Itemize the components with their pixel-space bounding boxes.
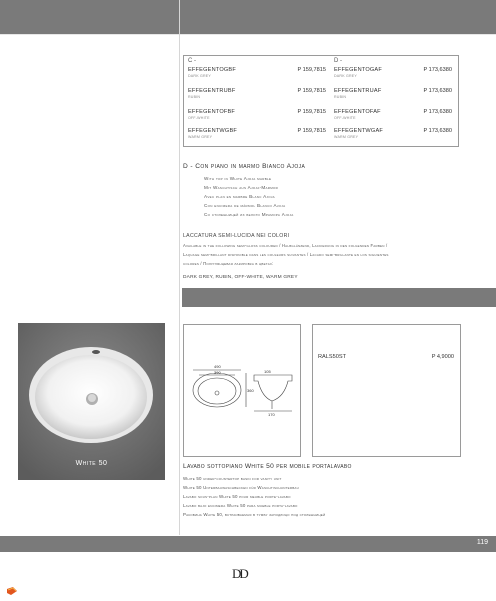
left-row-sub: RUBIN — [188, 95, 201, 99]
left-row-price: P 159,7815 — [297, 128, 326, 134]
dim-inner: 390 — [214, 370, 221, 375]
left-row-price: P 159,7815 — [297, 67, 326, 73]
product-line: White 50 under-countertop basin for vanity unit — [183, 476, 282, 481]
section-d-line: Со столешницей из белого Мрамора Ajoja — [204, 212, 294, 217]
header-divider — [0, 34, 496, 35]
right-row-code: EFFEGENTOFAF — [334, 109, 381, 115]
section-band — [182, 288, 496, 307]
product-price: P 4,9000 — [431, 354, 454, 360]
lacquer-title: LACCATURA SEMI-LUCIDA NEI COLORI — [183, 233, 290, 239]
left-row-code: EFFEGENTOGBF — [188, 67, 236, 73]
left-row-sub: OFF-WHITE — [188, 116, 210, 120]
right-row-sub: DARK GREY — [334, 74, 357, 78]
section-d-line: With top in White Ajoja marble — [204, 176, 272, 181]
left-row-code: EFFEGENTRUBF — [188, 88, 236, 94]
section-d-line: Mit Waschtisch aus Ajoja-Marmor — [204, 185, 279, 190]
section-d-title: D - Con piano in marmo Bianco Ajoja — [183, 163, 306, 170]
right-row-price: P 173,6380 — [423, 128, 452, 134]
product-code: RALS50ST — [318, 354, 346, 360]
left-row-sub: DARK GREY — [188, 74, 211, 78]
product-line: Lavabo sous-plan White 50 pour meuble porte-lavabo — [183, 494, 291, 499]
lacquer-line: Available in the following semi-gloss coloured / Halbglänzend, Lackierung in den folgenden Farben / — [183, 243, 388, 248]
price-table — [183, 55, 459, 147]
dim-top: 490 — [214, 364, 221, 369]
product-line: Раковина White 50, встраиваемая в тумбу заподлицо под столешницей — [183, 512, 326, 517]
basin-drawing — [184, 325, 300, 456]
right-row-sub: RUBIN — [334, 95, 347, 99]
right-row-price: P 173,6380 — [423, 109, 452, 115]
page-number: 119 — [476, 539, 488, 546]
lacquer-colors: DARK GREY, RUBIN, OFF-WHITE, WARM GREY — [183, 275, 298, 280]
column-divider — [179, 0, 180, 535]
dim-side: 360 — [247, 388, 254, 393]
brand-logo: DD — [232, 566, 247, 581]
left-row-price: P 159,7815 — [297, 109, 326, 115]
left-row-code: EFFEGENTOFBF — [188, 109, 236, 115]
product-line: Lavabo bajo encimera White 50 para mueble porta-lavabo — [183, 503, 298, 508]
basin-illustration — [18, 323, 165, 480]
product-title: Lavabo sottopiano White 50 per mobile portalavabo — [183, 463, 352, 470]
right-row-sub: OFF-WHITE — [334, 116, 356, 120]
header-bar — [0, 0, 496, 34]
product-photo — [18, 323, 165, 480]
technical-drawing — [183, 324, 301, 457]
footer-bar — [0, 536, 496, 552]
photo-caption: White 50 — [75, 460, 108, 467]
left-row-code: EFFEGENTWGBF — [188, 128, 238, 134]
lacquer-line: Laquage semi-brillant disponible dans les couleurs suivantes / Lacado semi-brillante en los siguientes — [183, 252, 389, 257]
dim-depth: 170 — [268, 412, 275, 417]
dim-height: 105 — [264, 369, 271, 374]
tag-icon[interactable] — [6, 583, 18, 593]
left-row-sub: WARM GREY — [188, 135, 213, 139]
right-column-label: D - — [334, 58, 342, 64]
section-d-line: Avec plan en marbre Blanc Ajoja — [204, 194, 275, 199]
right-row-price: P 173,6380 — [423, 88, 452, 94]
right-row-sub: WARM GREY — [334, 135, 359, 139]
right-row-price: P 173,6380 — [423, 67, 452, 73]
section-d-line: Con encimera de mármol Blanco Ajoja — [204, 203, 286, 208]
left-column-label: C - — [188, 58, 196, 64]
product-code-box — [312, 324, 461, 457]
right-row-code: EFFEGENTWGAF — [334, 128, 384, 134]
left-row-price: P 159,7815 — [297, 88, 326, 94]
lacquer-line: colores / Полуглянцевая лакировка в цветах: — [183, 261, 274, 266]
product-line: White 50 Unterbauwaschbecken für Waschtischunterbau — [183, 485, 299, 490]
right-row-code: EFFEGENTRUAF — [334, 88, 382, 94]
right-row-code: EFFEGENTOGAF — [334, 67, 382, 73]
